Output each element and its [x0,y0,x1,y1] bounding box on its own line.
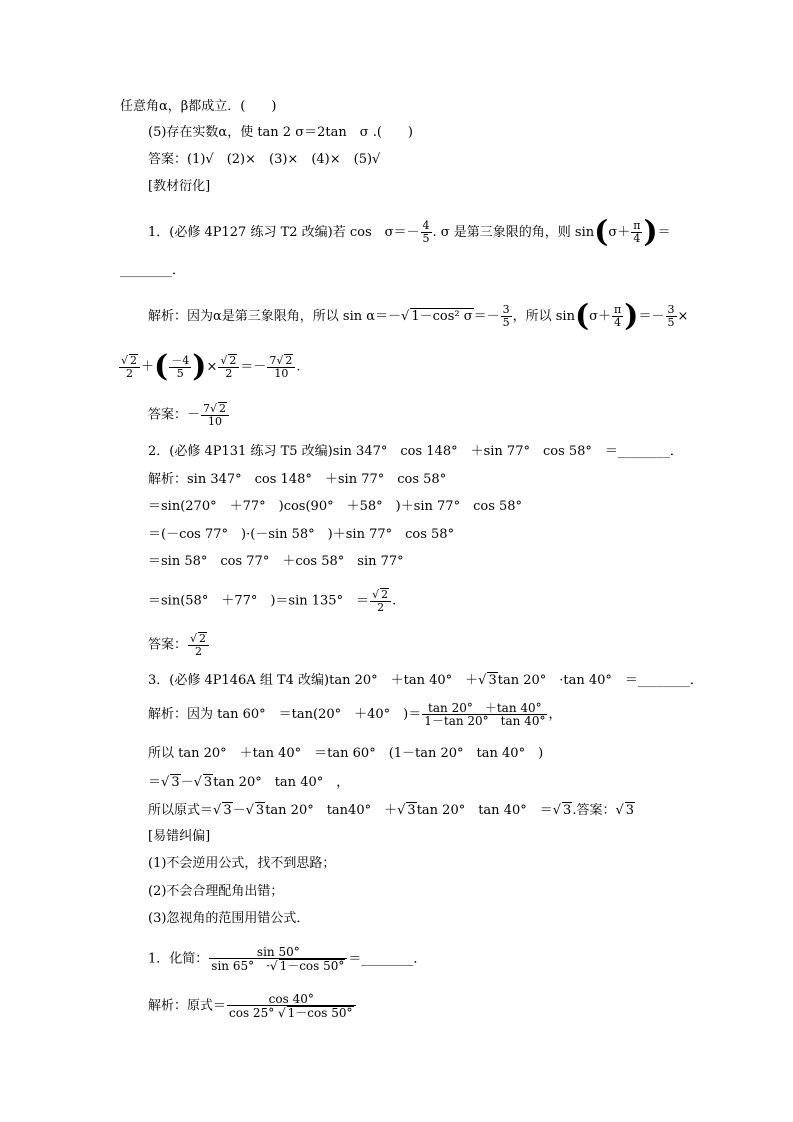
numerator: sin 50° [209,946,347,959]
text: . [296,359,301,375]
sqrt-symbol: √ [213,803,222,818]
sqrt-symbol: √ [193,775,202,790]
text: × [677,309,689,324]
sqrt-symbol: √ [161,775,170,790]
fraction [209,946,347,972]
text: ＝ [657,225,671,240]
text: － [232,803,246,818]
radicand: 2 [229,354,237,367]
text: . σ 是第三象限的角，则 sin [432,225,595,240]
radicand: 1－cos² σ [411,309,473,324]
radicand: 2 [199,632,207,645]
denominator: 5 [176,366,184,380]
answer-blank: ________． [120,263,186,278]
text: 3．(必修 4P146A 组 T4 改编)tan 20° ＋tan 40° ＋ [148,673,479,688]
radicand: 2 [285,354,293,367]
fraction [188,632,209,658]
fraction [666,304,677,329]
fraction [421,220,432,245]
fraction [267,354,295,380]
text: 所以原式＝ [148,803,214,818]
solution-2-line: ＝sin 58° cos 77° ＋cos 58° sin 77° [148,554,404,569]
denominator: 2 [195,645,203,658]
text: × [206,359,218,375]
denominator: cos 25° √ 1－cos 50° [229,1006,353,1020]
right-paren: ) [643,214,658,250]
problem-simplify [148,946,426,972]
text: 1．化简： [148,951,209,967]
fraction [119,354,140,380]
fraction [370,588,391,614]
fraction [169,355,191,380]
fraction [631,220,642,245]
text: ＝－ [240,359,267,375]
text-line: (3)忽视角的范围用错公式． [148,911,310,926]
left-paren: ( [154,349,169,384]
denominator: 2 [377,601,385,614]
text: cos 25° [229,1006,275,1020]
sqrt-symbol: √ [245,803,254,818]
fraction [501,304,512,329]
radicand: 3 [563,803,572,818]
radicand: 3 [171,775,180,790]
solution-3-line [148,802,635,819]
text: tan 20° tan40° ＋ [265,803,398,818]
solution-1 [148,298,689,334]
text: tan 20° tan 40° ＝ [416,803,553,818]
text: tan 20° ·tan 40° ＝________． [497,673,703,688]
denominator: 1－tan 20° tan 40° [424,714,546,728]
text: ＝sin(58° ＋77° )＝sin 135° ＝ [148,593,370,609]
text: 解析：因为 tan 60° ＝tan(20° ＋40° )＝ [148,707,422,722]
numerator: －4 [171,353,190,367]
text: 解析：原式＝ [148,998,227,1014]
sqrt-symbol: √ [615,803,624,818]
left-paren: ( [574,298,590,334]
right-paren: ) [192,349,207,384]
numerator: √ 2 [188,632,209,646]
text: ， [548,707,562,722]
numerator: π [633,219,641,232]
right-paren: ) [624,298,639,334]
section-heading: [易错纠偏] [148,829,211,844]
radicand: 2 [130,354,138,367]
denominator: 10 [208,415,223,428]
text: 1．(必修 4P127 练习 T2 改编)若 cos σ＝－ [148,225,420,240]
fraction [218,354,239,380]
text: .答案： [572,803,616,818]
solution-3-line [148,774,349,791]
sqrt-symbol: √ [397,803,406,818]
denominator: 5 [502,316,510,329]
answer-line [148,402,230,428]
numerator: tan 20° ＋tan 40° [422,702,547,715]
answer-line: 答案：(1)√ (2)× (3)× (4)× (5)√ [148,152,381,167]
text: tan 20° tan 40° ， [213,775,350,790]
numerator: cos 40° [227,993,355,1006]
sqrt-symbol: √ [478,673,487,688]
radicand: 1－cos 50° [279,959,345,973]
radicand: 3 [203,775,213,790]
problem-1 [148,214,671,250]
text: sin 65° · [211,959,270,973]
section-heading: [教材衍化] [148,179,211,194]
text: 解析：因为α是第三象限角，所以 sin α＝－ [148,309,402,324]
text: ＝－ [473,309,500,324]
radicand: 2 [381,588,389,601]
text-line: (2)不会合理配角出错； [148,884,284,899]
denominator: sin 65° ·√ 1－cos 50° [211,959,345,973]
text: ＝ [148,775,162,790]
numerator: π [614,303,622,316]
radicand: 1－cos 50° [287,1006,353,1020]
text: 答案： [148,637,188,653]
text: ＝________． [348,951,427,967]
solution-1-cont [118,349,301,384]
text-line: 任意角α，β都成立．( ) [120,99,277,114]
text: σ＋ [589,309,612,324]
problem-2: 2．(必修 4P131 练习 T5 改编)sin 347° cos 148° ＋sin 77° cos 58° ＝________． [148,444,683,459]
solution-3-line: 所以 tan 20° ＋tan 40° ＝tan 60° (1－tan 20° tan 40° ) [148,746,544,761]
sqrt-symbol: √ [401,309,410,324]
text: － [180,775,194,790]
text-line: (1)不会逆用公式，找不到思路； [148,856,336,871]
problem-3 [148,672,703,689]
text: ，所以 sin [512,309,575,324]
text: . [392,593,397,609]
solution-2-line: ＝(－cos 77° )·(－sin 58° )＋sin 77° cos 58° [148,527,455,542]
denominator: 4 [614,316,622,329]
solution-2-line: ＝sin(270° ＋77° )cos(90° ＋58° )＋sin 77° cos 58° [148,499,523,514]
numerator: 4 [422,219,430,232]
numerator: 7√ 2 [201,402,229,416]
sqrt-symbol: √ [552,803,562,818]
radicand: 3 [255,803,265,818]
fraction [612,304,623,329]
text: ＝－ [638,309,665,324]
numerator: √ 2 [218,354,239,368]
numerator: √ 2 [119,354,140,368]
solution-2-line [148,588,396,614]
text-line: (5)存在实数α，使 tan 2 σ＝2tan σ .( ) [148,125,413,140]
fraction [422,702,547,727]
denominator: 2 [126,367,133,380]
denominator: 5 [667,316,675,329]
text: 答案：－ [148,407,201,423]
solution-simplify [148,993,357,1019]
fraction [227,993,355,1019]
radicand: 3 [625,803,635,818]
fraction [201,402,229,428]
text: σ＋ [608,225,631,240]
text: ＋ [141,359,155,375]
numerator: 7√ 2 [267,354,295,368]
radicand: 3 [407,803,416,818]
denominator: 10 [274,367,289,380]
numerator: √ 2 [370,588,391,602]
coefficient: 7 [269,354,277,367]
numerator: 3 [667,303,675,316]
numerator: 3 [502,303,510,316]
radicand: 3 [223,803,232,818]
left-paren: ( [594,214,609,250]
coefficient: 7 [203,402,211,415]
solution-3-line [148,702,561,727]
denominator: 5 [422,232,430,245]
solution-2-line: 解析：sin 347° cos 148° ＋sin 77° cos 58° [148,472,447,487]
radicand: 3 [488,673,497,688]
denominator: 4 [633,232,641,245]
radicand: 2 [219,402,227,415]
answer-line [148,632,210,658]
denominator: 2 [225,367,233,380]
